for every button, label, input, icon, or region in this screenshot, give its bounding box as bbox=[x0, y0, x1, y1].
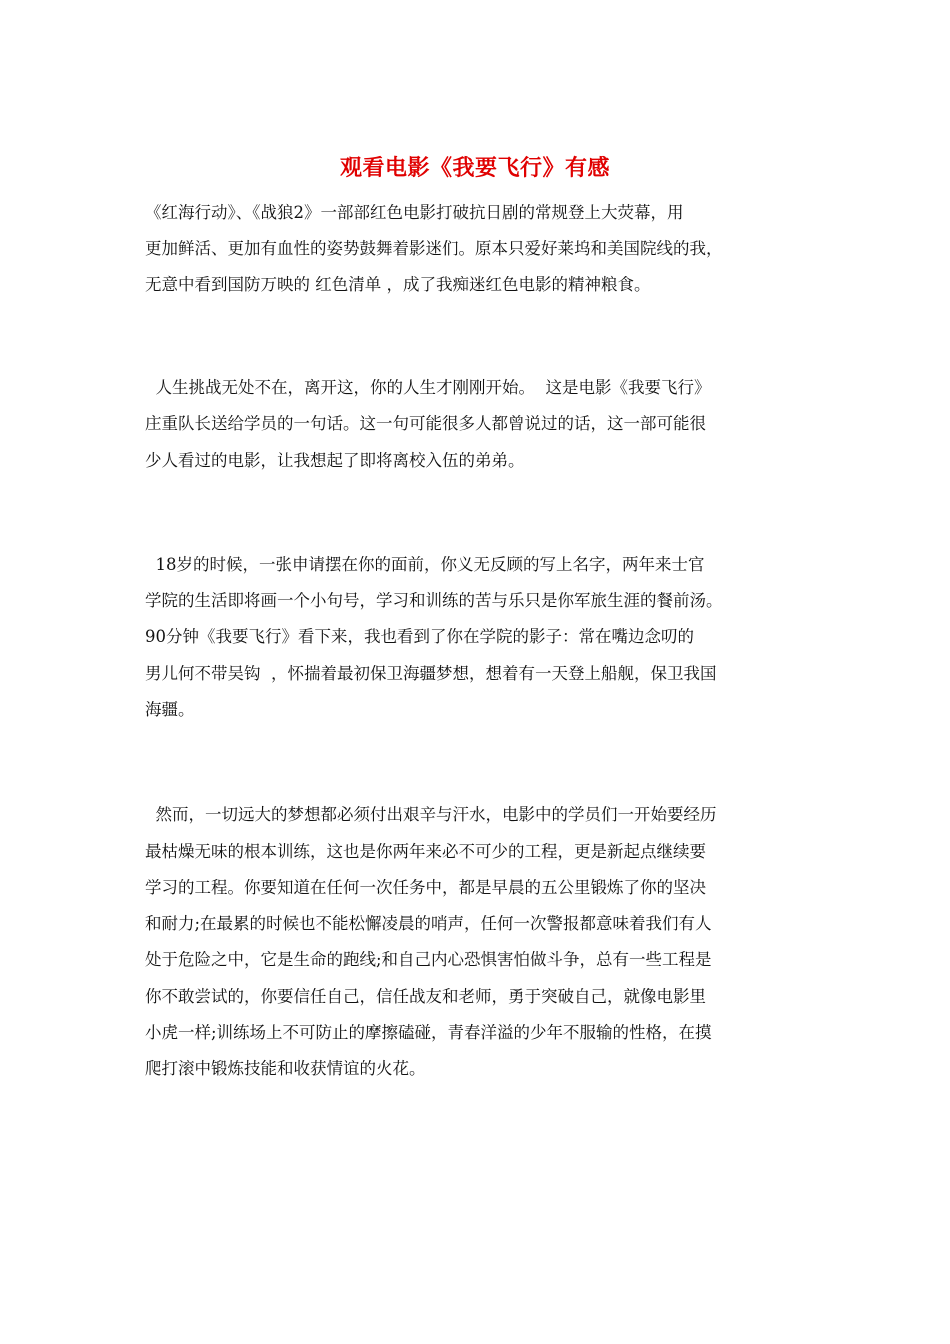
paragraph-4-line-6: 你不敢尝试的，你要信任自己，信任战友和老师，勇于突破自己，就像电影里 bbox=[145, 987, 706, 1006]
paragraph-1-line-2: 更加鲜活、更加有血性的姿势鼓舞着影迷们。原本只爱好莱坞和美国院线的我， bbox=[145, 239, 723, 258]
paragraph-2-line-3: 少人看过的电影，让我想起了即将离校入伍的弟弟。 bbox=[145, 451, 525, 470]
paragraph-3-line-5: 海疆。 bbox=[145, 700, 195, 719]
paragraph-4-line-8: 爬打滚中锻炼技能和收获情谊的火花。 bbox=[145, 1059, 426, 1078]
paragraph-3-line-2: 学院的生活即将画一个小句号，学习和训练的苦与乐只是你军旅生涯的餐前汤。 bbox=[145, 591, 723, 610]
paragraph-3-line-3: 90分钟《我要飞行》看下来，我也看到了你在学院的影子：常在嘴边念叨的 bbox=[145, 627, 694, 646]
paragraph-3-line-1: 18岁的时候，一张申请摆在你的面前，你义无反顾的写上名字，两年来士官 bbox=[145, 555, 705, 574]
paragraph-4-line-4: 和耐力;在最累的时候也不能松懈凌晨的哨声，任何一次警报都意味着我们有人 bbox=[145, 914, 712, 933]
document-title: 观看电影《我要飞行》有感 bbox=[339, 155, 610, 181]
paragraph-4-line-1: 然而，一切远大的梦想都必须付出艰辛与汗水，电影中的学员们一开始要经历 bbox=[145, 805, 717, 824]
paragraph-1-line-1: 《红海行动》、《战狼2》一部部红色电影打破抗日剧的常规登上大荧幕，用 bbox=[145, 203, 684, 222]
paragraph-4-line-2: 最枯燥无味的根本训练，这也是你两年来必不可少的工程，更是新起点继续要 bbox=[145, 842, 706, 861]
paragraph-1-line-3: 无意中看到国防万映的 红色清单 ，成了我痴迷红色电影的精神粮食。 bbox=[145, 275, 651, 294]
paragraph-4-line-7: 小虎一样;训练场上不可防止的摩擦磕碰，青春洋溢的少年不服输的性格，在摸 bbox=[145, 1023, 712, 1042]
paragraph-4-line-5: 处于危险之中，它是生命的跑线;和自己内心恐惧害怕做斗争，总有一些工程是 bbox=[145, 950, 712, 969]
paragraph-2-line-2: 庄重队长送给学员的一句话。这一句可能很多人都曾说过的话，这一部可能很 bbox=[145, 414, 706, 433]
paragraph-2-line-1: 人生挑战无处不在，离开这，你的人生才刚刚开始。 这是电影《我要飞行》 bbox=[145, 378, 711, 397]
paragraph-3-line-4: 男儿何不带吴钩 ，怀揣着最初保卫海疆梦想，想着有一天登上船舰，保卫我国 bbox=[145, 664, 717, 683]
paragraph-4-line-3: 学习的工程。你要知道在任何一次任务中，都是早晨的五公里锻炼了你的坚决 bbox=[145, 878, 706, 897]
